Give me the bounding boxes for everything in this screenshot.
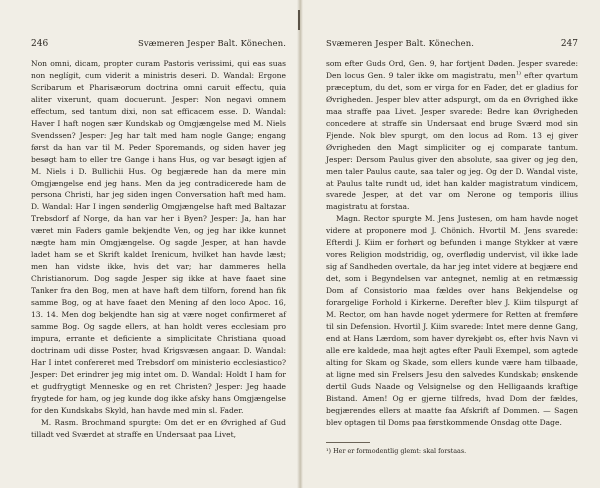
right-page bbox=[300, 0, 600, 488]
right-paragraph-1-text: som efter Guds Ord, Gen. 9, har fortjent Døden. Jesper svarede: Den locus Gen. 9 taler ikke om magistratu, men bbox=[326, 59, 578, 80]
footnote: ¹) Her er formodentlig glemt: skal forstaas. bbox=[326, 446, 467, 455]
right-paragraph-1 bbox=[326, 58, 578, 213]
right-paragraph-2: Magn. Rector spurgte M. Jens Justesen, om ham havde noget videre at proponere mod J. Chönich. Hvortil M. Jens svarede: Efterdi J. Kiim er forhørt og befunden i mange Stykker at være vores Religion modstridig, og, overflødig undervist, vil ikke lade sig af Sandheden overtale, da har jeg intet videre at begjære end det, som i Begyndelsen var antegnet, nemlig at en retmæssig Dom af Consistorio maa fældes over hans Bekjendelse og forargelige Forhold i Kirkerne. Derefter blev J. Kiim tilspurgt af M. Rector, om han havde noget ydermere for Retten at fremføre til sin Defension. Hvortil J. Kiim svarede: Intet mere denne Gang, end at Hans Lærdom, som haver dyrekjøbt os, efter hvis Navn vi alle ere kaldede, maa højt agtes efter Pauli Exempel, som agtede alting for Skam og Skade, som ellers kunde være ham tilbaade, at ligne med sin Frelsers Jesu den salvedes Kundskab; ønskende dertil Guds Naade og Velsignelse og den Helligaands kraftige Bistand. Amen! Og er gjerne tilfreds, hvad Dom der fældes, begjærendes ellers at maatte faa Afskrift af Dommen. — Sagen blev optagen til Doms paa førstkommende Onsdag otte Dage. bbox=[326, 214, 578, 427]
footnote-marker: 1) bbox=[515, 70, 521, 77]
left-page-header bbox=[31, 38, 286, 50]
right-page-number: 247 bbox=[560, 39, 578, 49]
book-gutter bbox=[297, 0, 303, 488]
left-paragraph-2: M. Rasm. Brochmand spurgte: Om det er en Øvrighed af Gud tilladt ved Sværdet at straffe en Undersaat paa Livet, bbox=[31, 417, 286, 439]
left-running-title: Svæmeren Jesper Balt. Könechen. bbox=[138, 38, 286, 48]
gutter-bookmark-mark bbox=[298, 10, 300, 30]
right-page-body bbox=[326, 58, 578, 456]
left-page-number: 246 bbox=[31, 39, 49, 49]
right-running-title: Svæmeren Jesper Balt. Könechen. bbox=[326, 38, 474, 48]
right-page-header bbox=[326, 38, 578, 50]
left-paragraph-1: Non omni, dicam, propter curam Pastoris verissimi, qui eas suas non neglígit, cum viderit a ministris deseri. D. Wandal: Ergone Scribarum et Pharisæorum doctrina omni caruit effectu, quia aliter vixerunt, quam docuerunt. Jesper: Non negavi omnem effectum, sed tantum dixi, non sat efficacem esse. D. Wandal: Haver I haft nogen sær Kundskab og Omgjængelse med M. Niels Svendssen? Jesper: Jeg har talt med ham nogle Gange; engang først da han var til M. Peder Sporemands, og siden haver jeg besøgt ham to eller tre Gange i hans Hus, og var besøgt igjen af M. Niels i D. Bullichii Hus. Og begjærede han da mere min Omgjængelse end jeg hans. Men da jeg contradicerede ham de persona Christi, har jeg siden ingen Conversation haft med ham. D. Wandal: Har I ingen sønderlig Omgjængelse haft med Baltazar Trebsdorf af Norge, da han var her i Byen? Jesper: Ja, han har været min Faders gamle bekjendte Ven, og jeg har ikke kunnet nægte ham min Omgjængelse. Og sagde Jesper, at han havde ladet ham se et Skrift kaldet Irenicum, hvilket han havde læst; men han vidste ikke, hvis det var; har dammeres hella Christianorum. Dog sagde Jesper sig ikke at have faaet sine Tanker fra den Bog, men at have haft dem tilforn, forend han fik samme Bog, og at have faaet den Mening af den loco Apoc. 16, 13. 14. Men dog bekjendte han sig at være noget confirmeret af samme Bog. Og sagde ellers, at han holdt veres ecclesiam pro impura, errante et deficiente a simplicitate Christiana quoad doctrinam udi disse Poster, hvad Krigsvæsen angaar. D. Wandal: Har I intet confereret med Trebsdorf om ministerio ecclesiastico? Jesper: Det erindrer jeg mig intet om. D. Wandal: Holdt I ham for et gudfrygtigt Menneske og en ret Christen? Jesper: Jeg haade frygtede for ham, og jeg kunde dog ikke afsky hans Omgjængelse for den Kundskabs Skyld, han havde med min sl. Fader. bbox=[31, 59, 286, 415]
footnote-divider bbox=[326, 442, 370, 443]
right-paragraph-1-cont: efter qvartum præceptum, du det, som er virga for en Fader, det er gladius for Øvrigheden. Jesper blev atter adspurgt, om da en Øvrighed ikke maa straffe paa Livet. Jesper svarede: Bedre kan Øvrigheden concedere at straffe sin Undersaat end bruge Sværd mod sin Fjende. Nok blev spurgt, om den locus ad Rom. 13 ej giver Øvrigheden den Magt simpliciter og ej comparate tantum. Jesper: Dersom Paulus giver den absolute, saa giver og jeg den, men taler Paulus caute, saa taler og jeg. Og der D. Wandal viste, at Paulus talte rundt ud, idet han kalder magistratum vindicem, svarede Jesper, at det var om Nerone og temporis illius magistratu at forstaa. bbox=[326, 70, 578, 212]
left-page-body bbox=[31, 58, 286, 441]
